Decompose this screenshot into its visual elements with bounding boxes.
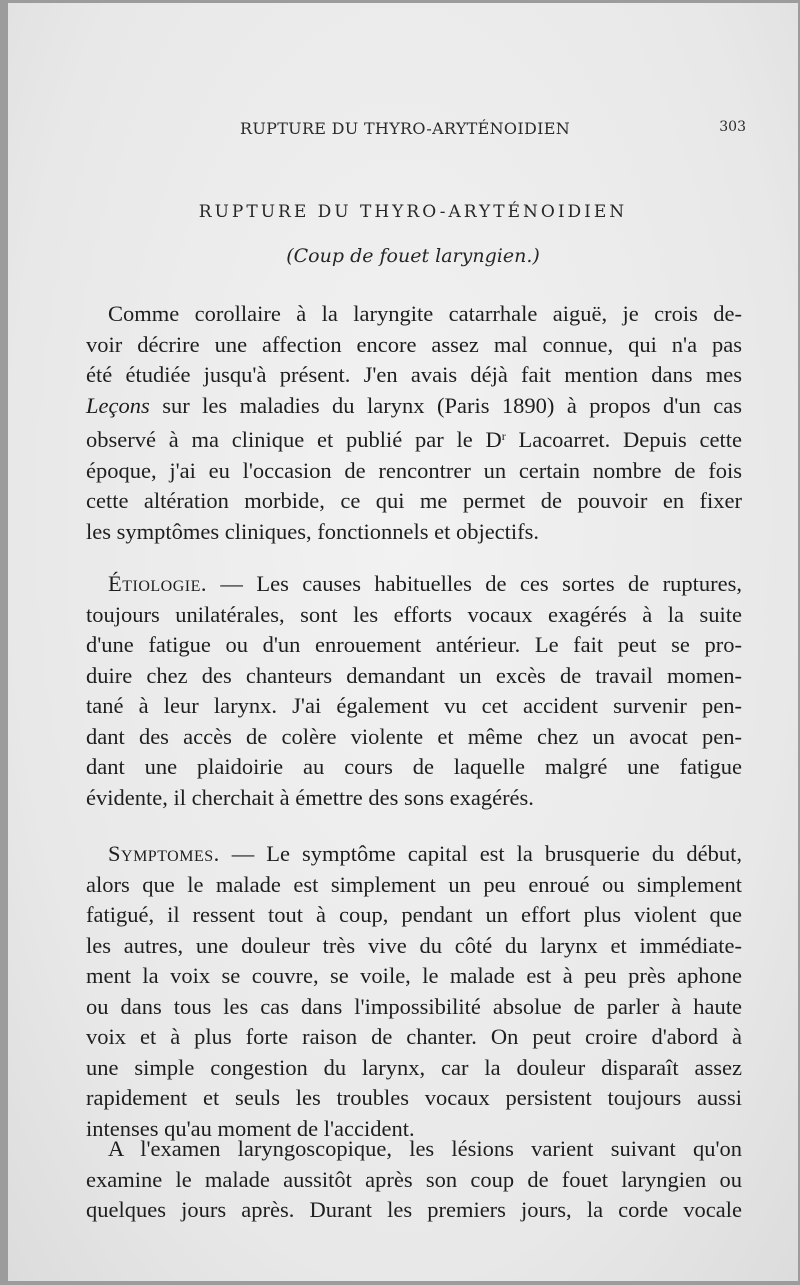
text-line: duire chez des chanteurs demandant un excès de travail momen- bbox=[86, 662, 742, 688]
text-line: voix et à plus forte raison de chanter. On peut croire d'abord à bbox=[86, 1024, 742, 1049]
text-line: A l'examen laryngoscopique, les lésions varient suivant qu'on bbox=[108, 1136, 742, 1161]
book-page bbox=[8, 3, 798, 1281]
chapter-title: RUPTURE DU THYRO-ARYTÉNOIDIEN bbox=[198, 202, 628, 222]
text-line: Comme corollaire à la laryngite catarrhale aiguë, je crois de- bbox=[108, 301, 742, 326]
text-fragment: — Les causes habituelles de ces sortes de ruptures, bbox=[207, 571, 742, 596]
text-line: les autres, une douleur très vive du côté du larynx et immédiate- bbox=[86, 932, 742, 958]
text-line: voir décrire une affection encore assez mal connue, qui n'a pas bbox=[86, 331, 742, 357]
text-line: ou dans tous les cas dans l'impossibilité absolue de parler à haute bbox=[86, 993, 742, 1019]
text-line: tané à leur larynx. J'ai également vu cet accident survenir pen- bbox=[86, 693, 742, 718]
text-line: époque, j'ai eu l'occasion de rencontrer un certain nombre de fois bbox=[86, 457, 742, 483]
page-number: 303 bbox=[719, 119, 746, 135]
text-line: dant des accès de colère violente et même chez un avocat pen- bbox=[86, 723, 742, 749]
text-fragment: observé à ma clinique et publié par le D bbox=[86, 427, 502, 452]
text-fragment: sur les maladies du larynx (Paris 1890) à propos d'un cas bbox=[162, 392, 743, 418]
text-fragment: — Le symptôme capital est la brusquerie du début, bbox=[219, 841, 742, 866]
text-line bbox=[86, 421, 742, 456]
paragraph-etiologie bbox=[86, 569, 742, 813]
paragraph-examen bbox=[86, 1134, 742, 1226]
text-line: fatigué, il ressent tout à coup, pendant un effort plus violent que bbox=[86, 902, 742, 927]
section-heading-symptomes: Symptomes. bbox=[108, 841, 220, 866]
text-line: quelques jours après. Durant les premiers jours, la corde vocale bbox=[86, 1197, 742, 1222]
text-line bbox=[86, 391, 742, 422]
text-line: d'une fatigue ou d'un enrouement antérieur. Le fait peut se pro- bbox=[86, 632, 742, 657]
superscript-r: r bbox=[501, 429, 506, 443]
text-fragment: Lacoarret. Depuis cette bbox=[505, 427, 742, 452]
paragraph-intro bbox=[86, 299, 742, 547]
italic-word-lecons: Leçons bbox=[86, 392, 150, 418]
text-line: alors que le malade est simplement un peu enroué ou simplement bbox=[86, 871, 742, 897]
text-line bbox=[86, 839, 742, 870]
running-title: RUPTURE DU THYRO-ARYTÉNOIDIEN bbox=[240, 119, 570, 138]
text-line: été étudiée jusqu'à présent. J'en avais déjà fait mention dans mes bbox=[86, 362, 742, 387]
text-line: cette altération morbide, ce qui me permet de pouvoir en fixer bbox=[86, 488, 742, 513]
running-header bbox=[8, 119, 798, 143]
text-line bbox=[86, 569, 742, 600]
text-line: intenses qu'au moment de l'accident. bbox=[86, 1115, 415, 1141]
text-line: évidente, il cherchait à émettre des sons exagérés. bbox=[86, 784, 534, 810]
text-line: rapidement et seuls les troubles vocaux persistent toujours aussi bbox=[86, 1085, 742, 1110]
chapter-subtitle: (Coup de fouet laryngien.) bbox=[286, 245, 540, 267]
text-line: une simple congestion du larynx, car la douleur disparaît assez bbox=[86, 1054, 742, 1080]
text-line: examine le malade aussitôt après son coup de fouet laryngien ou bbox=[86, 1166, 742, 1192]
section-heading-etiologie: Étiologie. bbox=[108, 571, 208, 596]
paragraph-symptomes bbox=[86, 839, 742, 1144]
text-line: toujours unilatérales, sont les efforts vocaux exagérés à la suite bbox=[86, 601, 742, 627]
text-line: ment la voix se couvre, se voile, le malade est à peu près aphone bbox=[86, 963, 742, 988]
text-line: dant une plaidoirie au cours de laquelle malgré une fatigue bbox=[86, 754, 742, 779]
text-line: les symptômes cliniques, fonctionnels et objectifs. bbox=[86, 518, 540, 544]
